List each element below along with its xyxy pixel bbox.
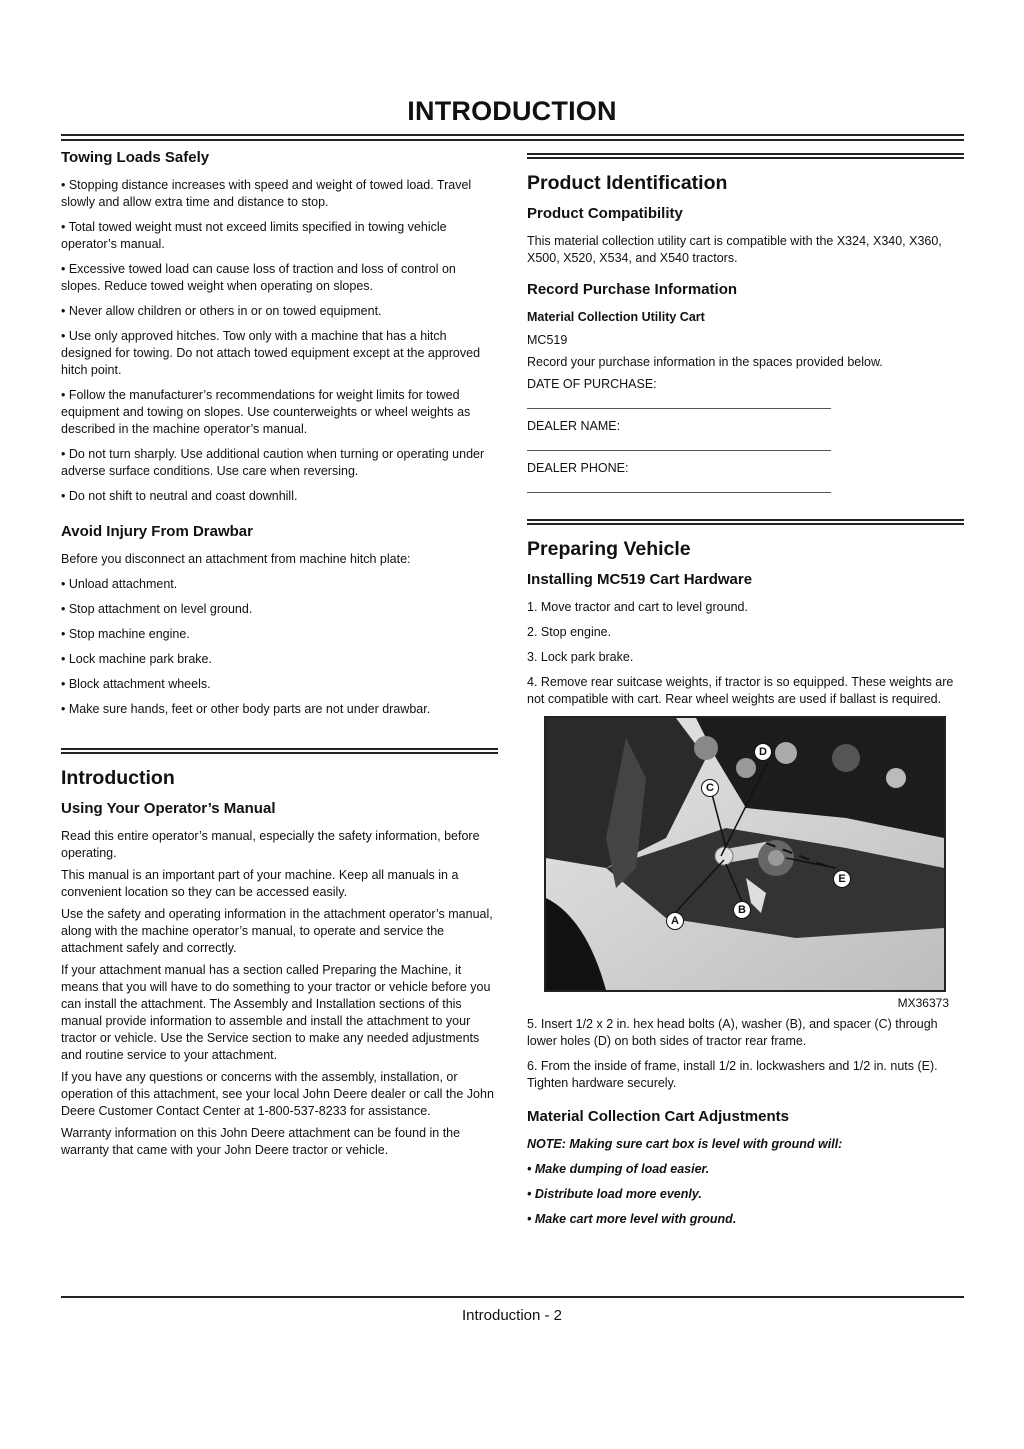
figure-id: MX36373 [897,996,949,1010]
intro-title: Introduction [61,767,175,789]
preparing-section-rule [527,519,964,525]
towing-item: • Never allow children or others in or on towed equipment. [61,304,382,318]
record-heading: Record Purchase Information [527,281,738,298]
intro-subheading: Using Your Operator’s Manual [61,800,276,817]
note-line: NOTE: Making sure cart box is level with ground will: [527,1137,843,1151]
hardware-figure [544,716,946,992]
drawbar-heading: Avoid Injury From Drawbar [61,523,253,540]
title-rule [61,134,964,141]
adjust-heading: Material Collection Cart Adjustments [527,1108,789,1125]
compat-heading: Product Compatibility [527,205,683,222]
hardware-photo [546,718,944,990]
date-label: DATE OF PURCHASE: [527,377,657,391]
drawbar-item: • Stop attachment on level ground. [61,602,253,616]
drawbar-item: • Make sure hands, feet or other body parts are not under drawbar. [61,702,431,716]
drawbar-item: • Stop machine engine. [61,627,190,641]
towing-item: • Do not shift to neutral and coast downhill. [61,489,298,503]
preparing-title: Preparing Vehicle [527,538,691,560]
step: 2. Stop engine. [527,625,612,639]
intro-paragraph: If your attachment manual has a section called Preparing the Machine, it means that you will have to do something to your tractor or vehicle before you can install the attachment. The Assembly and Installation sections of this manual provide information to assemble and install the attachment to your tractor or vehicle. Use the Service section to make any needed adjustments and routine service to your attachment. [61,963,491,1062]
model-number: MC519 [527,333,568,347]
drawbar-item: • Unload attachment. [61,577,178,591]
cart-name: Material Collection Utility Cart [527,310,705,324]
note-block [527,1136,964,1228]
towing-item: • Do not turn sharply. Use additional caution when turning or operating under adverse surface conditions. Use care when reversing. [61,447,485,478]
phone-blank [527,477,831,493]
intro-paragraph: Warranty information on this John Deere attachment can be found in the warranty that came with your John Deere tractor or vehicle. [61,1126,461,1157]
towing-item: • Follow the manufacturer’s recommendations for weight limits for towed equipment and towing on slopes. Use counterweights or wheel weights as described in the machine operator’s manual. [61,388,471,436]
page-title: INTRODUCTION [407,96,617,126]
callout-a: A [666,912,684,930]
dealer-blank [527,435,831,451]
callout-d: D [754,743,772,761]
drawbar-item: • Lock machine park brake. [61,652,212,666]
intro-section-rule [61,748,498,754]
right-column [527,153,964,1236]
drawbar-intro: Before you disconnect an attachment from machine hitch plate: [61,552,411,566]
preparing-subheading: Installing MC519 Cart Hardware [527,571,753,588]
footer-rule [61,1296,964,1298]
intro-paragraph: Read this entire operator’s manual, especially the safety information, before operating. [61,829,480,860]
note-line: • Make cart more level with ground. [527,1212,737,1226]
step: 4. Remove rear suitcase weights, if tractor is so equipped. These weights are not compatible with cart. Rear wheel weights are used if ballast is required. [527,675,954,706]
date-blank [527,393,831,409]
left-column [61,149,498,1164]
product-title: Product Identification [527,172,728,194]
intro-paragraph: This manual is an important part of your machine. Keep all manuals in a convenient location so they can be accessed easily. [61,868,459,899]
callout-e: E [833,870,851,888]
phone-label: DEALER PHONE: [527,461,629,475]
product-section-rule [527,153,964,159]
note-line: • Distribute load more evenly. [527,1187,702,1201]
dealer-label: DEALER NAME: [527,419,621,433]
drawbar-item: • Block attachment wheels. [61,677,211,691]
page-number: Introduction - 2 [461,1307,563,1324]
step: 1. Move tractor and cart to level ground. [527,600,748,614]
step: 5. Insert 1/2 x 2 in. hex head bolts (A), washer (B), and spacer (C) through lower holes (D) on both sides of tractor rear frame. [527,1017,938,1048]
towing-heading: Towing Loads Safely [61,149,210,166]
callout-c: C [701,779,719,797]
intro-paragraph: If you have any questions or concerns with the assembly, installation, or operation of this attachment, see your local John Deere dealer or call the John Deere Customer Contact Center at 1-800-537-8233 for assistance. [61,1070,494,1118]
intro-paragraph: Use the safety and operating information in the attachment operator’s manual, along with the machine operator’s manual, to operate and service the attachment safely and correctly. [61,907,493,955]
towing-item: • Stopping distance increases with speed and weight of towed load. Travel slowly and allow extra time and distance to stop. [61,178,472,209]
compat-text: This material collection utility cart is compatible with the X324, X340, X360, X500, X520, X534, and X540 tractors. [527,234,942,265]
note-line: • Make dumping of load easier. [527,1162,710,1176]
towing-item: • Excessive towed load can cause loss of traction and loss of control on slopes. Reduce towed weight when operating on slopes. [61,262,456,293]
callout-b: B [733,901,751,919]
step: 6. From the inside of frame, install 1/2 in. lockwashers and 1/2 in. nuts (E). Tighten hardware securely. [527,1059,938,1090]
step: 3. Lock park brake. [527,650,634,664]
towing-item: • Use only approved hitches. Tow only with a machine that has a hitch designed for towing. Do not attach towed equipment except at the approved hitch point. [61,329,481,377]
towing-item: • Total towed weight must not exceed limits specified in towing vehicle operator’s manual. [61,220,447,251]
record-text: Record your purchase information in the spaces provided below. [527,355,883,369]
